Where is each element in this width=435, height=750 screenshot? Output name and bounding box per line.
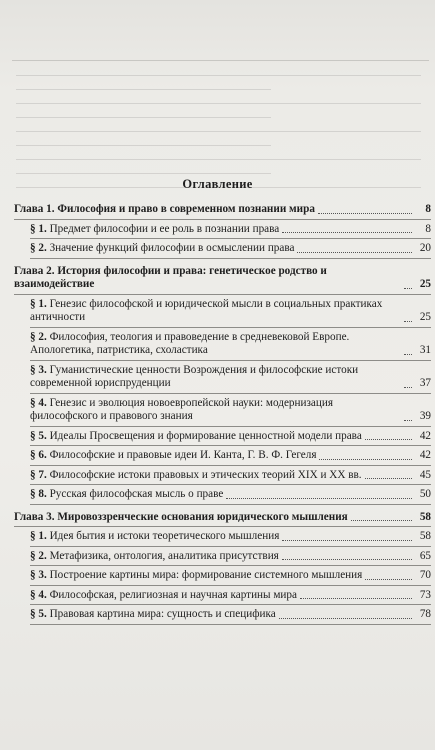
- divider: [14, 294, 431, 295]
- divider: [30, 258, 431, 259]
- dot-leader: [365, 478, 412, 479]
- page-number: 8: [425, 222, 431, 235]
- section-number: § 3.: [30, 363, 47, 376]
- dot-leader: [365, 579, 412, 580]
- page-number: 78: [419, 608, 431, 620]
- divider: [30, 360, 431, 361]
- section-title: Русская философская мысль о праве: [49, 488, 224, 500]
- section-number: § 1.: [30, 530, 47, 542]
- section-number: § 5.: [30, 608, 47, 620]
- section-title: Метафизика, онтология, аналитика присутствия: [49, 549, 279, 562]
- section-title: Философия, теология и правоведение в средневековой Европе. Апологетика, патристика, схоластика: [30, 330, 350, 356]
- divider: [30, 546, 431, 547]
- divider: [14, 526, 431, 527]
- toc-section: [14, 298, 431, 325]
- page-number: 70: [419, 569, 431, 581]
- section-number: § 2.: [30, 330, 47, 343]
- divider: [30, 393, 431, 394]
- divider: [30, 624, 431, 625]
- section-number: § 7.: [30, 468, 47, 481]
- divider: [30, 484, 431, 485]
- section-title: Гуманистические ценности Возрождения и философские истоки современной юриспруденции: [30, 363, 359, 389]
- dot-leader: [404, 321, 412, 322]
- divider: [30, 465, 431, 466]
- divider: [30, 238, 431, 239]
- section-title: Идея бытия и истоки теоретического мышления: [49, 530, 280, 542]
- section-title: Правовая картина мира: сущность и специфика: [49, 608, 276, 620]
- table-of-contents: [14, 203, 431, 625]
- toc-section: [14, 469, 431, 483]
- page-header-rule: [12, 60, 429, 61]
- toc-chapter-2: [14, 265, 431, 292]
- toc-title: Оглавление: [182, 177, 253, 191]
- section-number: § 1.: [30, 222, 47, 235]
- toc-section: [14, 364, 431, 391]
- dot-leader: [318, 213, 412, 214]
- section-title: Философская, религиозная и научная картины мира: [49, 588, 297, 601]
- section-number: § 4.: [30, 396, 47, 409]
- divider: [30, 445, 431, 446]
- section-number: § 2.: [30, 549, 47, 562]
- page-number: 20: [419, 242, 431, 254]
- toc-section: [14, 589, 431, 603]
- toc-section: [14, 488, 431, 502]
- section-title: Генезис философской и юридической мысли в социальных практиках античности: [30, 297, 383, 323]
- page-number: 37: [419, 377, 431, 389]
- divider: [30, 426, 431, 427]
- section-title: Построение картины мира: формирование системного мышления: [49, 569, 363, 581]
- toc-section: [14, 530, 431, 544]
- section-title: Философские истоки правовых и этических теорий XIX и XX вв.: [49, 468, 362, 481]
- page-number: 65: [419, 549, 431, 562]
- section-number: § 8.: [30, 488, 47, 500]
- section-number: § 5.: [30, 429, 47, 442]
- toc-section: [14, 449, 431, 463]
- page-number: 25: [419, 278, 431, 290]
- section-title: Генезис и эволюция новоевропейской науки: модернизация философского и правового знания: [30, 396, 333, 422]
- section-title: Предмет философии и ее роль в познании права: [49, 222, 280, 235]
- dot-leader: [226, 498, 412, 499]
- section-number: § 2.: [30, 242, 47, 254]
- dot-leader: [351, 520, 412, 521]
- toc-section: [14, 608, 431, 622]
- section-title: Идеалы Просвещения и формирование ценностной модели права: [49, 429, 362, 442]
- dot-leader: [297, 252, 412, 253]
- chapter-title: Глава 2. История философии и права: генетическое родство и взаимодействие: [14, 264, 327, 290]
- divider: [14, 219, 431, 220]
- section-number: § 3.: [30, 569, 47, 581]
- section-title: Философские и правовые идеи И. Канта, Г. В. Ф. Гегеля: [49, 449, 317, 461]
- dot-leader: [319, 459, 412, 460]
- divider: [30, 327, 431, 328]
- section-number: § 6.: [30, 449, 47, 461]
- toc-section: [14, 550, 431, 564]
- dot-leader: [300, 598, 412, 599]
- toc-chapter-3: [14, 511, 431, 525]
- page-number: 8: [425, 203, 431, 215]
- section-number: § 4.: [30, 588, 47, 601]
- page-number: 58: [419, 530, 431, 542]
- page-number: 45: [419, 468, 431, 481]
- page-number: 31: [419, 344, 431, 356]
- dot-leader: [404, 354, 412, 355]
- page-number: 50: [419, 488, 431, 500]
- dot-leader: [404, 420, 412, 421]
- section-number: § 1.: [30, 297, 47, 310]
- divider: [30, 504, 431, 505]
- toc-section: [14, 430, 431, 444]
- toc-section: [14, 331, 431, 358]
- dot-leader: [365, 439, 412, 440]
- chapter-title: Глава 3. Мировоззренческие основания юридического мышления: [14, 510, 348, 523]
- toc-chapter-1: [14, 203, 431, 217]
- page-number: 39: [419, 410, 431, 422]
- dot-leader: [282, 540, 412, 541]
- toc-section: [14, 569, 431, 583]
- divider: [30, 565, 431, 566]
- page-number: 42: [419, 449, 431, 461]
- page-number: 73: [419, 588, 431, 601]
- section-title: Значение функций философии в осмыслении права: [49, 242, 295, 254]
- page-number: 25: [419, 311, 431, 323]
- dot-leader: [282, 559, 412, 560]
- dot-leader: [279, 618, 412, 619]
- dot-leader: [404, 288, 412, 289]
- page-number: 42: [419, 429, 431, 442]
- toc-section: [14, 397, 431, 424]
- chapter-title: Глава 1. Философия и право в современном познании мира: [14, 203, 315, 215]
- divider: [30, 585, 431, 586]
- page-number: 58: [419, 510, 431, 523]
- divider: [30, 604, 431, 605]
- dot-leader: [282, 232, 412, 233]
- bleed-through-text: [6, 62, 431, 222]
- toc-section: [14, 242, 431, 256]
- dot-leader: [404, 387, 412, 388]
- toc-section: [14, 223, 431, 237]
